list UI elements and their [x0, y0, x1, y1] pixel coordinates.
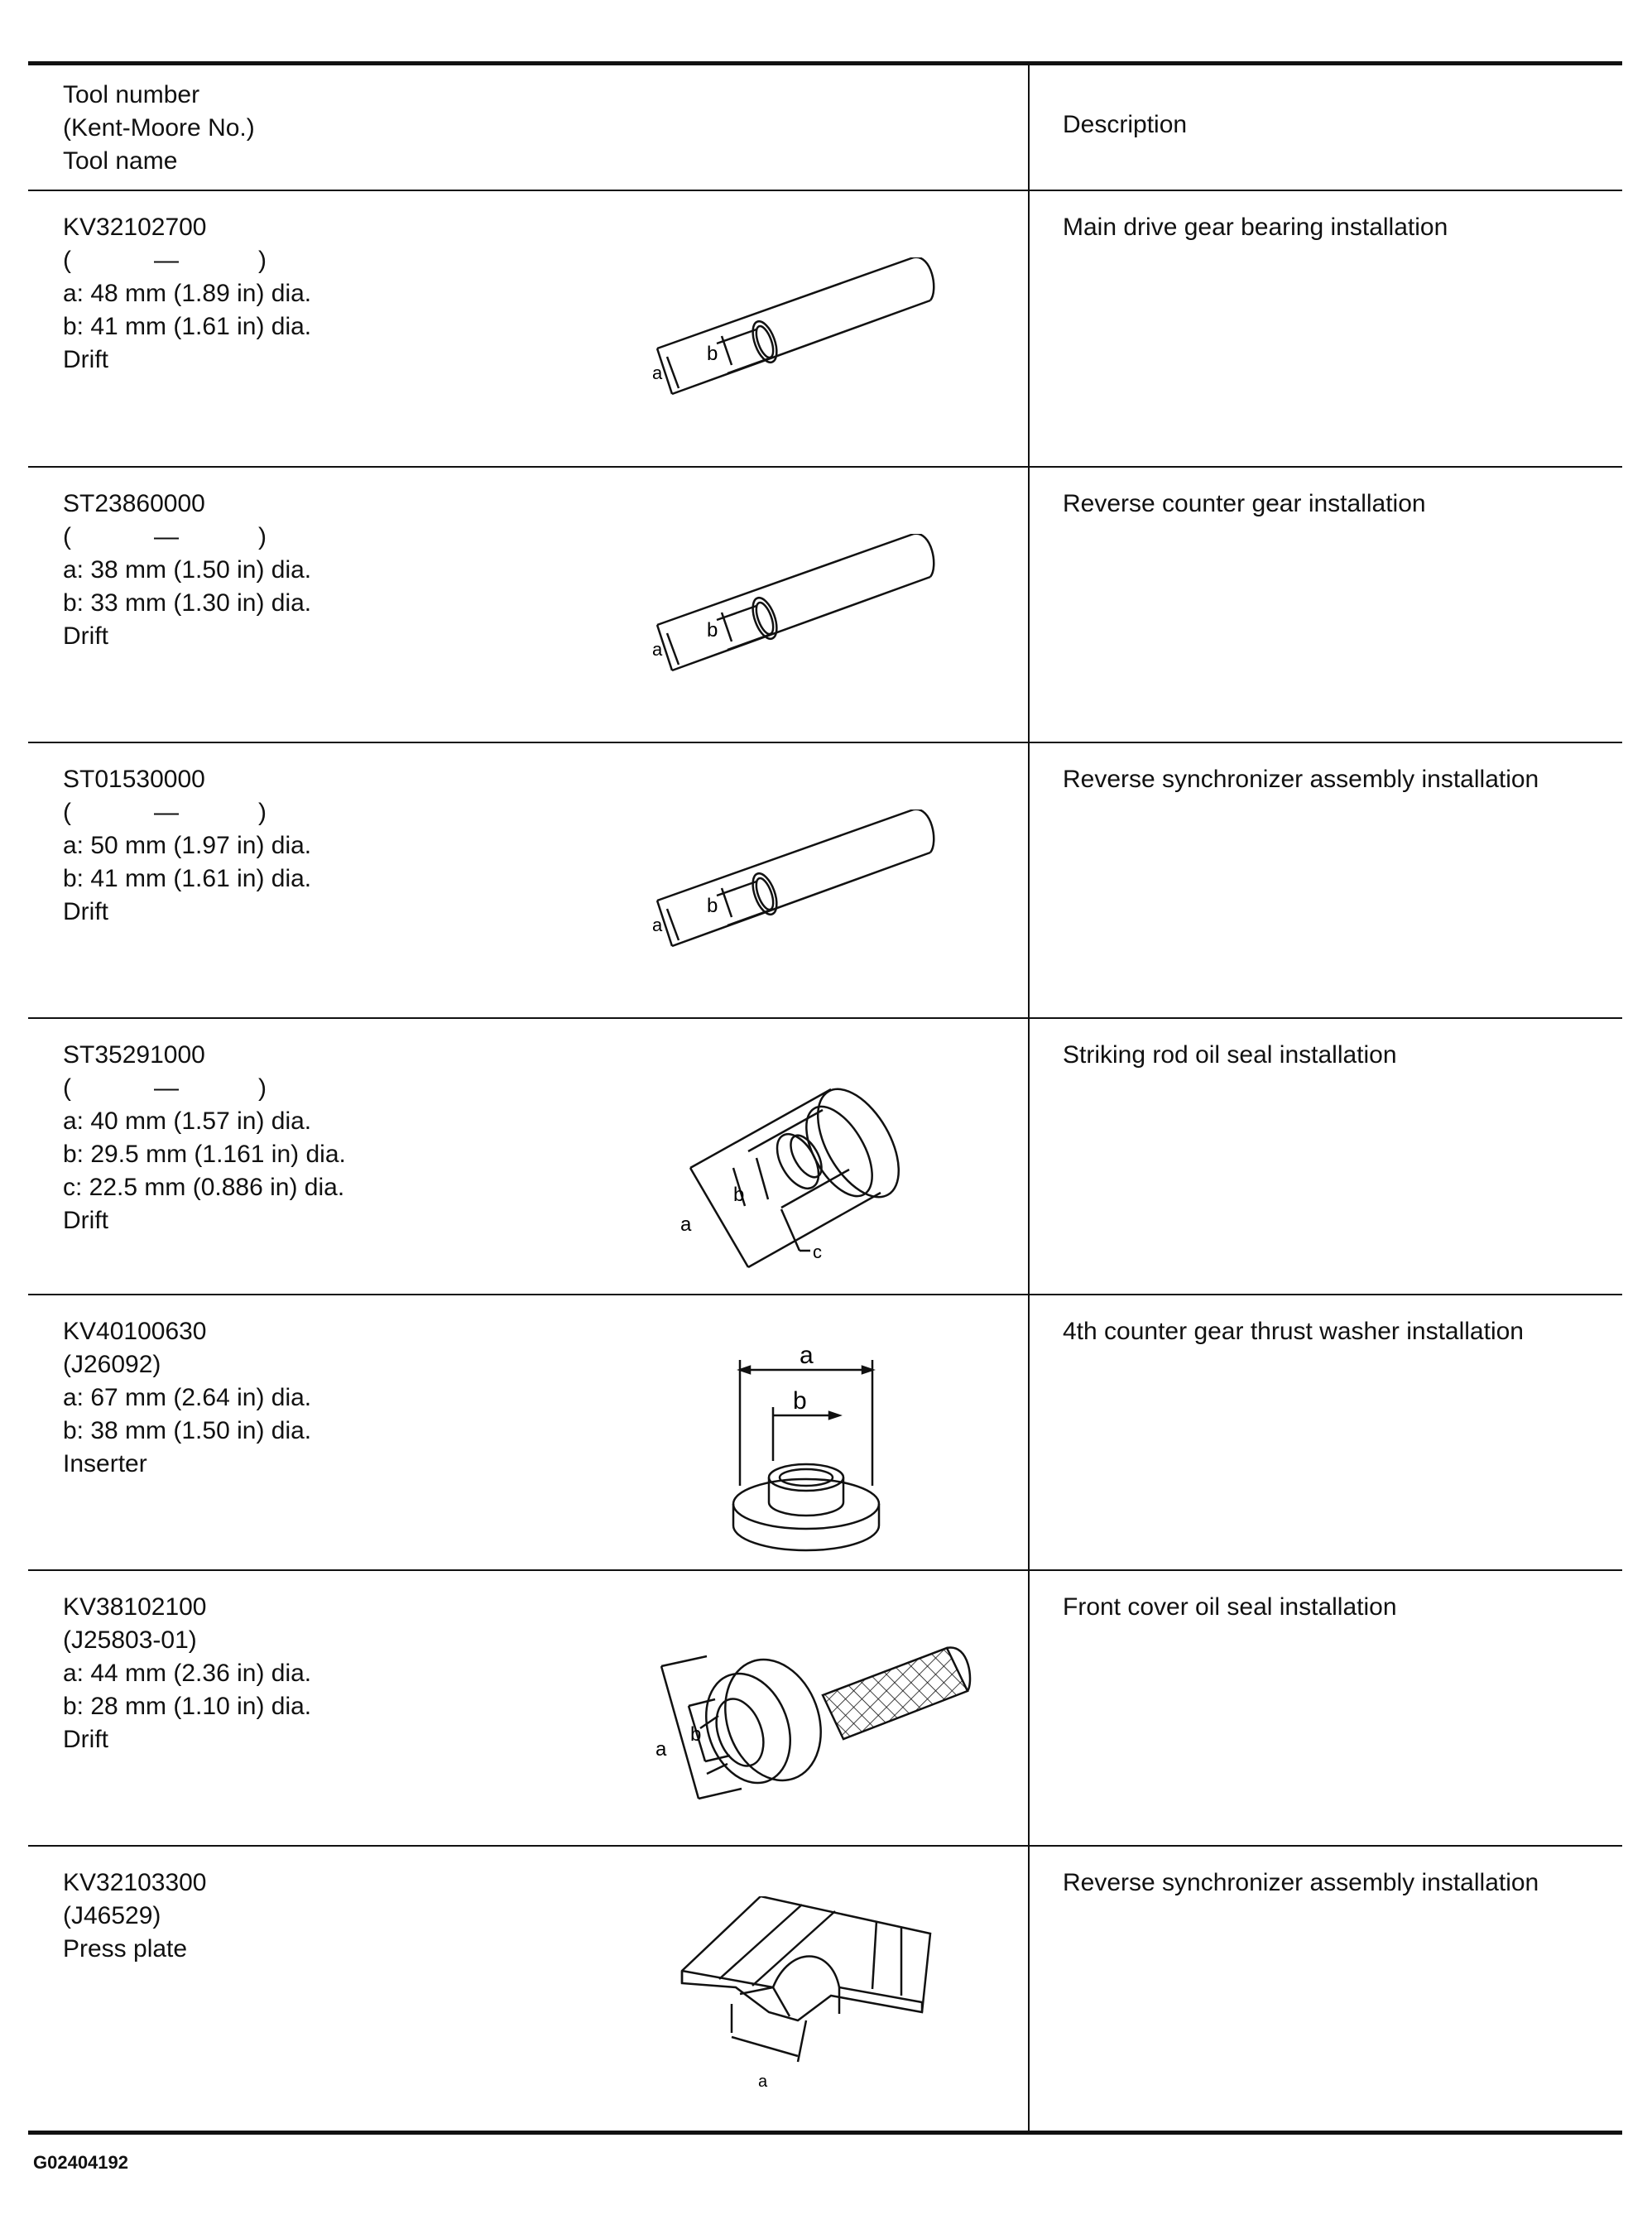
spec-a: a: 48 mm (1.89 in) dia. — [63, 280, 312, 307]
knurled-drift-figure — [649, 1617, 972, 1815]
tool-number: ST01530000 — [63, 766, 205, 793]
spec-b: b: 33 mm (1.30 in) dia. — [63, 589, 312, 617]
tool-description: Reverse synchronizer assembly installation — [1063, 766, 1539, 793]
figure-label-b: b — [793, 1387, 807, 1415]
spec-b: b: 29.5 mm (1.161 in) dia. — [63, 1141, 346, 1168]
header-kent-moore: (Kent-Moore No.) — [63, 114, 255, 142]
spec-c: c: 22.5 mm (0.886 in) dia. — [63, 1174, 345, 1201]
tool-number: KV38102100 — [63, 1593, 207, 1621]
press-plate-figure — [674, 1896, 947, 2111]
drift-tube-figure — [624, 810, 955, 975]
spec-b: b: 41 mm (1.61 in) dia. — [63, 313, 312, 340]
tool-row — [28, 191, 1622, 467]
spec-a: a: 44 mm (2.36 in) dia. — [63, 1660, 312, 1687]
spec-a: a: 50 mm (1.97 in) dia. — [63, 832, 312, 859]
tool-row — [28, 1847, 1622, 2122]
spec-b: b: 38 mm (1.50 in) dia. — [63, 1417, 312, 1444]
figure-label-a: a — [680, 1213, 692, 1236]
table-header — [28, 67, 1622, 190]
header-description: Description — [1063, 111, 1188, 138]
tool-description: Reverse synchronizer assembly installation — [1063, 1869, 1539, 1896]
figure-label-b: b — [707, 895, 718, 917]
stepped-drift-figure — [665, 1052, 963, 1284]
header-tool-number: Tool number — [63, 81, 200, 108]
tool-name: Press plate — [63, 1935, 188, 1963]
kent-moore-number: (J26092) — [63, 1351, 161, 1378]
tool-name: Drift — [63, 346, 108, 373]
tool-description: Main drive gear bearing installation — [1063, 214, 1448, 241]
drift-tube-figure — [624, 534, 955, 699]
tool-name: Inserter — [63, 1450, 147, 1477]
figure-label-b: b — [707, 343, 718, 365]
tool-name: Drift — [63, 1726, 108, 1753]
tool-name: Drift — [63, 1207, 108, 1234]
kent-moore-number: (J46529) — [63, 1902, 161, 1929]
figure-label-a: a — [652, 639, 663, 660]
tool-description: Striking rod oil seal installation — [1063, 1041, 1397, 1069]
figure-label-a: a — [800, 1342, 814, 1369]
tool-info — [63, 763, 559, 929]
tool-row — [28, 468, 1622, 743]
figure-label-b: b — [733, 1184, 745, 1206]
header-tool-name: Tool name — [63, 147, 178, 175]
figure-label-a: a — [652, 915, 663, 935]
inserter-figure — [723, 1337, 889, 1552]
kent-moore-number: ( — ) — [63, 1074, 267, 1102]
tool-row — [28, 1571, 1622, 1847]
tool-info — [63, 488, 559, 653]
tool-info — [63, 1866, 559, 1966]
kent-moore-number: (J25803-01) — [63, 1626, 197, 1654]
spec-a: a: 67 mm (2.64 in) dia. — [63, 1384, 312, 1411]
figure-label-b: b — [690, 1723, 702, 1746]
tool-number: KV32103300 — [63, 1869, 207, 1896]
tool-row — [28, 743, 1622, 1019]
tool-row — [28, 1295, 1622, 1571]
spec-b: b: 28 mm (1.10 in) dia. — [63, 1693, 312, 1720]
spec-a: a: 38 mm (1.50 in) dia. — [63, 556, 312, 584]
figure-label-a: a — [758, 2073, 768, 2091]
tool-info — [63, 1039, 559, 1237]
tool-info — [63, 211, 559, 377]
figure-label-a: a — [652, 363, 663, 383]
kent-moore-number: ( — ) — [63, 523, 267, 550]
tool-number: KV32102700 — [63, 214, 207, 241]
tool-number: KV40100630 — [63, 1318, 207, 1345]
spec-b: b: 41 mm (1.61 in) dia. — [63, 865, 312, 892]
tool-info — [63, 1315, 559, 1481]
figure-label-c: c — [813, 1242, 822, 1262]
tool-row — [28, 1019, 1622, 1295]
tool-info — [63, 1591, 559, 1756]
tool-number: ST23860000 — [63, 490, 205, 517]
figure-code: G02404192 — [33, 2152, 128, 2173]
tool-description: 4th counter gear thrust washer installation — [1063, 1318, 1524, 1345]
table-bottom-rule — [28, 2131, 1622, 2135]
kent-moore-number: ( — ) — [63, 247, 267, 274]
tool-name: Drift — [63, 622, 108, 650]
tool-number: ST35291000 — [63, 1041, 205, 1069]
tool-description: Front cover oil seal installation — [1063, 1593, 1397, 1621]
figure-label-a: a — [656, 1738, 667, 1761]
tool-description: Reverse counter gear installation — [1063, 490, 1426, 517]
tool-name: Drift — [63, 898, 108, 925]
spec-a: a: 40 mm (1.57 in) dia. — [63, 1107, 312, 1135]
table-top-rule — [28, 61, 1622, 65]
kent-moore-number: ( — ) — [63, 799, 267, 826]
figure-label-b: b — [707, 619, 718, 641]
drift-tube-figure — [624, 257, 955, 423]
